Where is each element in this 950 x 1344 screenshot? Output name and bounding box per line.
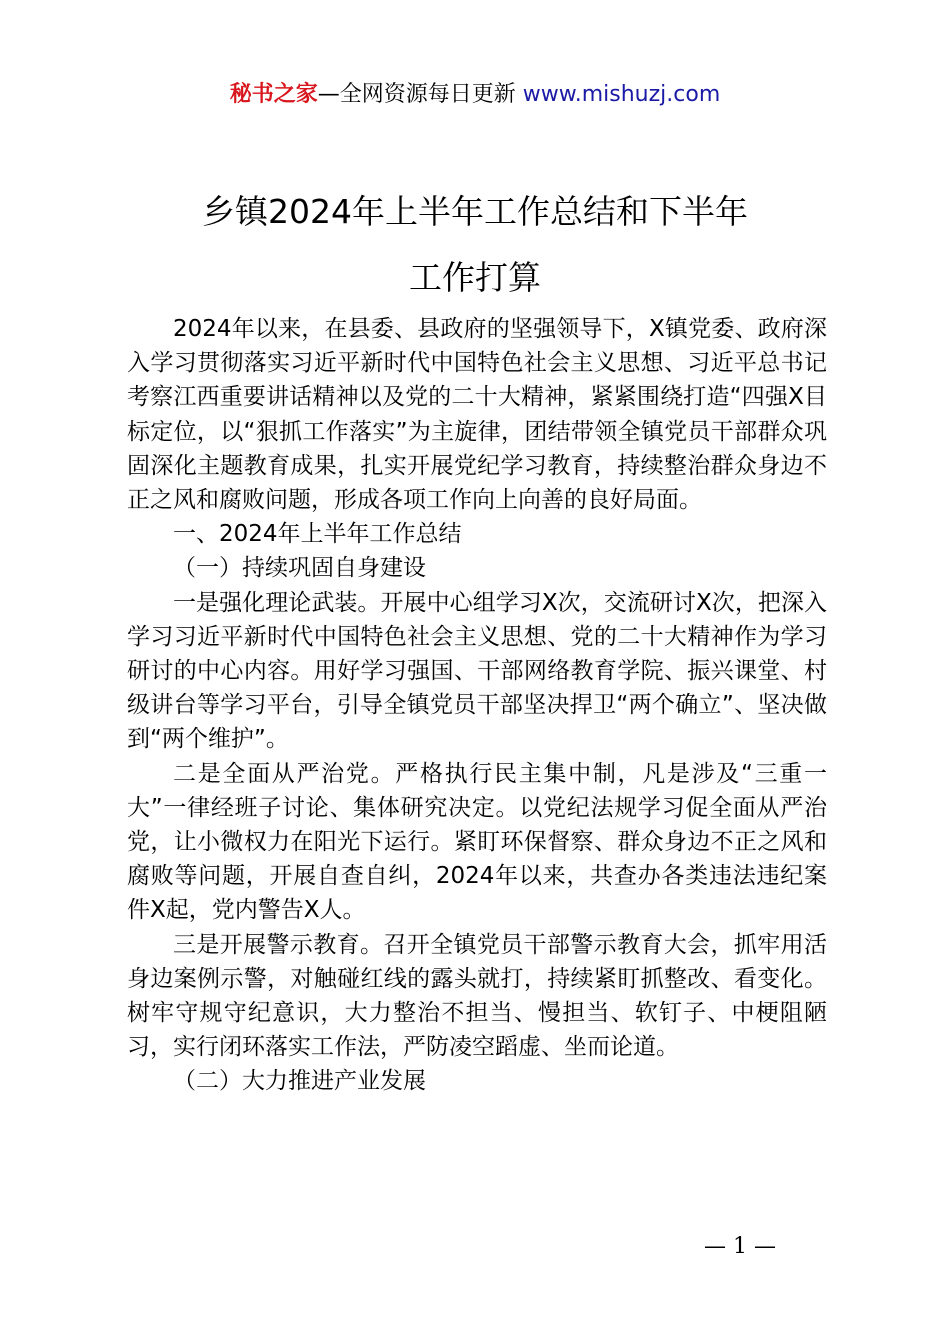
page-number: — 1 —: [704, 1234, 776, 1259]
banner-tagline: —全网资源每日更新: [317, 82, 516, 107]
body-paragraph: 三是开展警示教育。召开全镇党员干部警示教育大会，抓牢用活身边案例示警，对触碰红线的露头就打，持续紧盯抓整改、看变化。树牢守规守纪意识，大力整治不担当、慢担当、软钉子、中梗阻陋习，实行闭环落实工作法，严防凌空蹈虚、坐而论道。: [127, 931, 827, 1061]
subsection-heading: （二）大力推进产业发展: [173, 1068, 426, 1095]
brand-name: 秘书之家: [229, 82, 318, 107]
section-heading: 一、2024年上半年工作总结: [173, 521, 462, 548]
body-paragraph: 二是全面从严治党。严格执行民主集中制，凡是涉及“三重一大”一律经班子讨论、集体研究决定。以党纪法规学习促全面从严治党，让小微权力在阳光下运行。紧盯环保督察、群众身边不正之风和腐败等问题，开展自查自纠，2024年以来，共查办各类违法违纪案件X起，党内警告X人。: [127, 760, 827, 924]
intro-paragraph: 2024年以来，在县委、县政府的坚强领导下，X镇党委、政府深入学习贯彻落实习近平新时代中国特色社会主义思想、习近平总书记考察江西重要讲话精神以及党的二十大精神，紧紧围绕打造“四强X目标定位，以“狠抓工作落实”为主旋律，团结带领全镇党员干部群众巩固深化主题教育成果，扎实开展党纪学习教育，持续整治群众身边不正之风和腐败问题，形成各项工作向上向善的良好局面。: [127, 316, 827, 514]
subsection-heading: （一）持续巩固自身建设: [173, 555, 426, 582]
body-paragraph: 一是强化理论武装。开展中心组学习X次，交流研讨X次，把深入学习习近平新时代中国特色社会主义思想、党的二十大精神作为学习研讨的中心内容。用好学习强国、干部网络教育学院、振兴课堂、村级讲台等学习平台，引导全镇党员干部坚决捍卫“两个确立”、坚决做到“两个维护”。: [127, 589, 827, 753]
document-title-line-1: 乡镇2024年上半年工作总结和下半年: [202, 192, 748, 231]
website-link[interactable]: www.mishuzj.com: [522, 82, 721, 107]
document-body: [127, 312, 827, 1099]
site-banner: [0, 78, 950, 112]
document-title-line-2: 工作打算: [409, 258, 541, 297]
